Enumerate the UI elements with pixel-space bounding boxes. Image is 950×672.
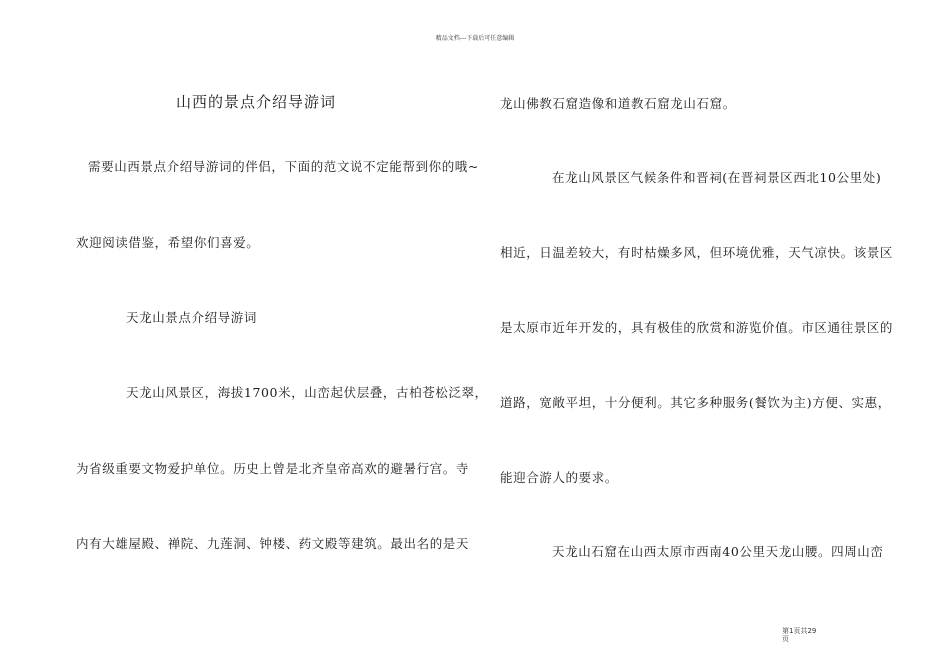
paragraph-line: 在龙山风景区气候条件和晋祠(在晋祠景区西北10公里处) — [552, 170, 882, 185]
paragraph-line: 龙山佛教石窟造像和道教石窟龙山石窟。 — [500, 96, 736, 111]
document-title: 山西的景点介绍导游词 — [176, 93, 337, 111]
paragraph-line: 欢迎阅读借鉴，希望你们喜爱。 — [76, 235, 260, 250]
paragraph-line: 内有大雄屋殿、禅院、九莲洞、钟楼、药文殿等建筑。最出名的是天 — [76, 536, 470, 551]
header-note: 精品文档---下载后可任意编辑 — [435, 35, 515, 42]
section-heading: 天龙山景点介绍导游词 — [126, 310, 258, 325]
paragraph-line: 道路，宽敞平坦，十分便利。其它多种服务(餐饮为主)方便、实惠， — [500, 395, 891, 410]
page-footer — [782, 627, 842, 643]
paragraph-line: 需要山西景点介绍导游词的伴侣，下面的范文说不定能帮到你的哦~ — [88, 159, 479, 174]
paragraph-line: 相近，日温差较大，有时枯燥多风，但环境优雅，天气凉快。该景区 — [500, 245, 894, 260]
paragraph-line: 为省级重要文物爱护单位。历史上曾是北齐皇帝高欢的避暑行宫。寺 — [76, 461, 470, 476]
paragraph-line: 天龙山石窟在山西太原市西南40公里天龙山腰。四周山峦 — [552, 544, 884, 559]
paragraph-line: 天龙山风景区，海拔1700米，山峦起伏层叠，古柏苍松泛翠， — [126, 385, 488, 400]
paragraph-line: 是太原市近年开发的，具有极佳的欣赏和游览价值。市区通往景区的 — [500, 320, 894, 335]
paragraph-line: 能迎合游人的要求。 — [500, 470, 618, 485]
page-number-line1: 第1页共29 — [782, 627, 817, 635]
page-number-line2: 页 — [782, 635, 789, 643]
